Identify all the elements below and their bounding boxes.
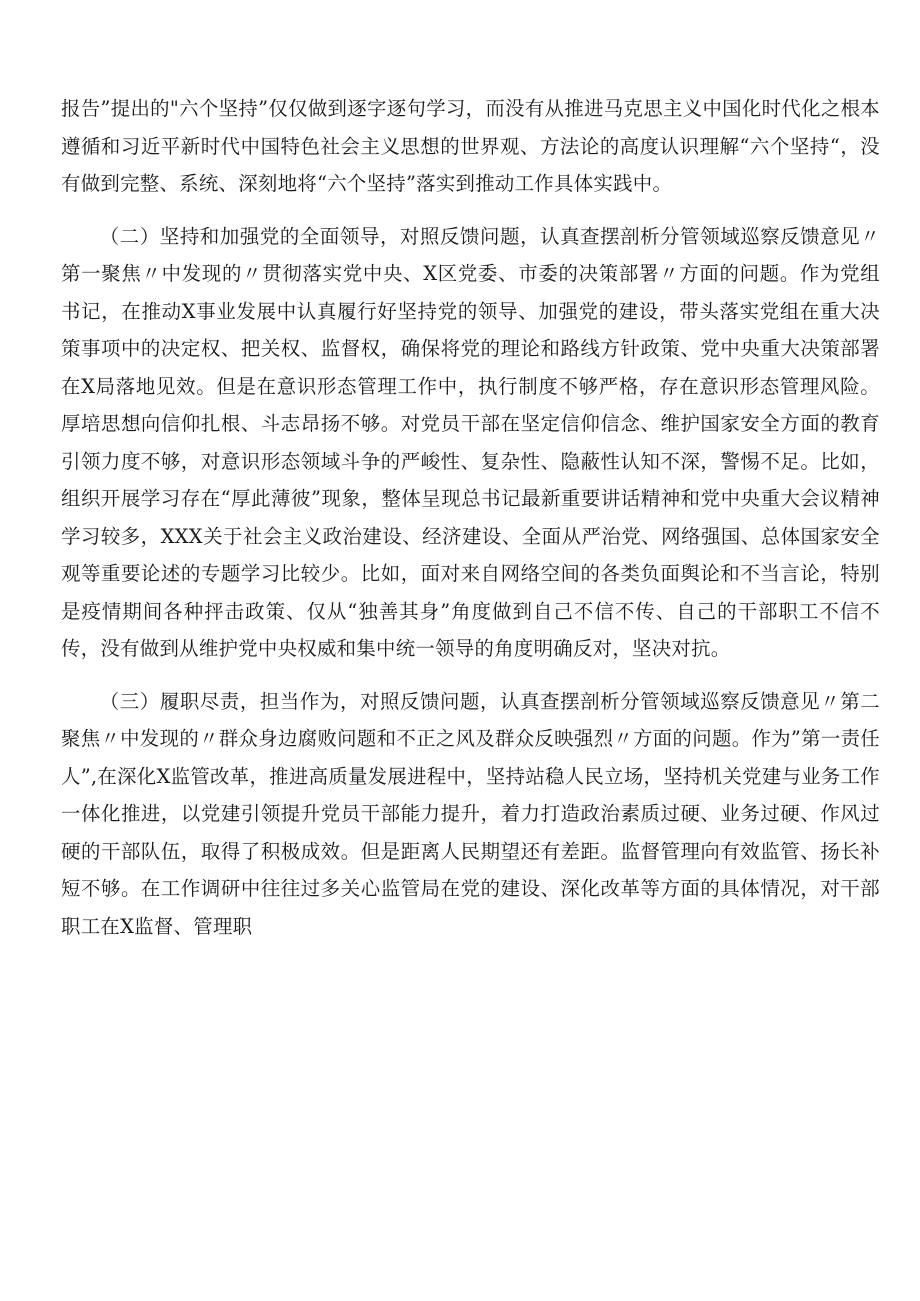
paragraph-section-three: （三）履职尽责，担当作为，对照反馈问题，认真查摆剖析分管领域巡察反馈意见〃第二聚焦〃中发现的〃群众身边腐败问题和不正之风及群众反映强烈〃方面的问题。作为”第一责任人”,在深化X监管改革，推进高质量发展进程中，坚持站稳人民立场，坚持机关党建与业务工作一体化推进，以党建引领提升党员干部能力提升，着力打造政治素质过硬、业务过硬、作风过硬的干部队伍，取得了积极成效。但是距离人民期望还有差距。监督管理向有效监管、扬长补短不够。在工作调研中往往过多关心监管局在党的建设、深化改革等方面的具体情况，对干部职工在X监督、管理职 [61,689,880,938]
paragraph-section-two: （二）坚持和加强党的全面领导，对照反馈问题，认真查摆剖析分管领域巡察反馈意见〃第一聚焦〃中发现的〃贯彻落实党中央、X区党委、市委的决策部署〃方面的问题。作为党组书记，在推动X事业发展中认真履行好坚持党的领导、加强党的建设，带头落实党组在重大决策事项中的决定权、把关权、监督权，确保将党的理论和路线方针政策、党中央重大决策部署在X局落地见效。但是在意识形态管理工作中，执行制度不够严格，存在意识形态管理风险。厚培思想向信仰扎根、斗志昂扬不够。对党员干部在坚定信仰信念、维护国家安全方面的教育引领力度不够，对意识形态领域斗争的严峻性、复杂性、隐蔽性认知不深，警惕不足。比如，组织开展学习存在“厚此薄彼”现象，整体呈现总书记最新重要讲话精神和党中央重大会议精神学习较多，XXX关于社会主义政治建设、经济建设、全面从严治党、网络强国、总体国家安全观等重要论述的专题学习比较少。比如，面对来自网络空间的各类负面舆论和不当言论，特别是疫情期间各种抨击政策、仅从“独善其身”角度做到自己不信不传、自己的干部职工不信不传，没有做到从维护党中央权威和集中统一领导的角度明确反对，坚决对抗。 [61,224,880,660]
paragraph-continuation: 报告”提出的"六个坚持”仅仅做到逐字逐句学习，而没有从推进马克思主义中国化时代化之根本遵循和习近平新时代中国特色社会主义思想的世界观、方法论的高度认识理解“六个坚持“，没有做到完整、系统、深刻地将“六个坚持”落实到推动工作具体实践中。 [61,97,880,195]
